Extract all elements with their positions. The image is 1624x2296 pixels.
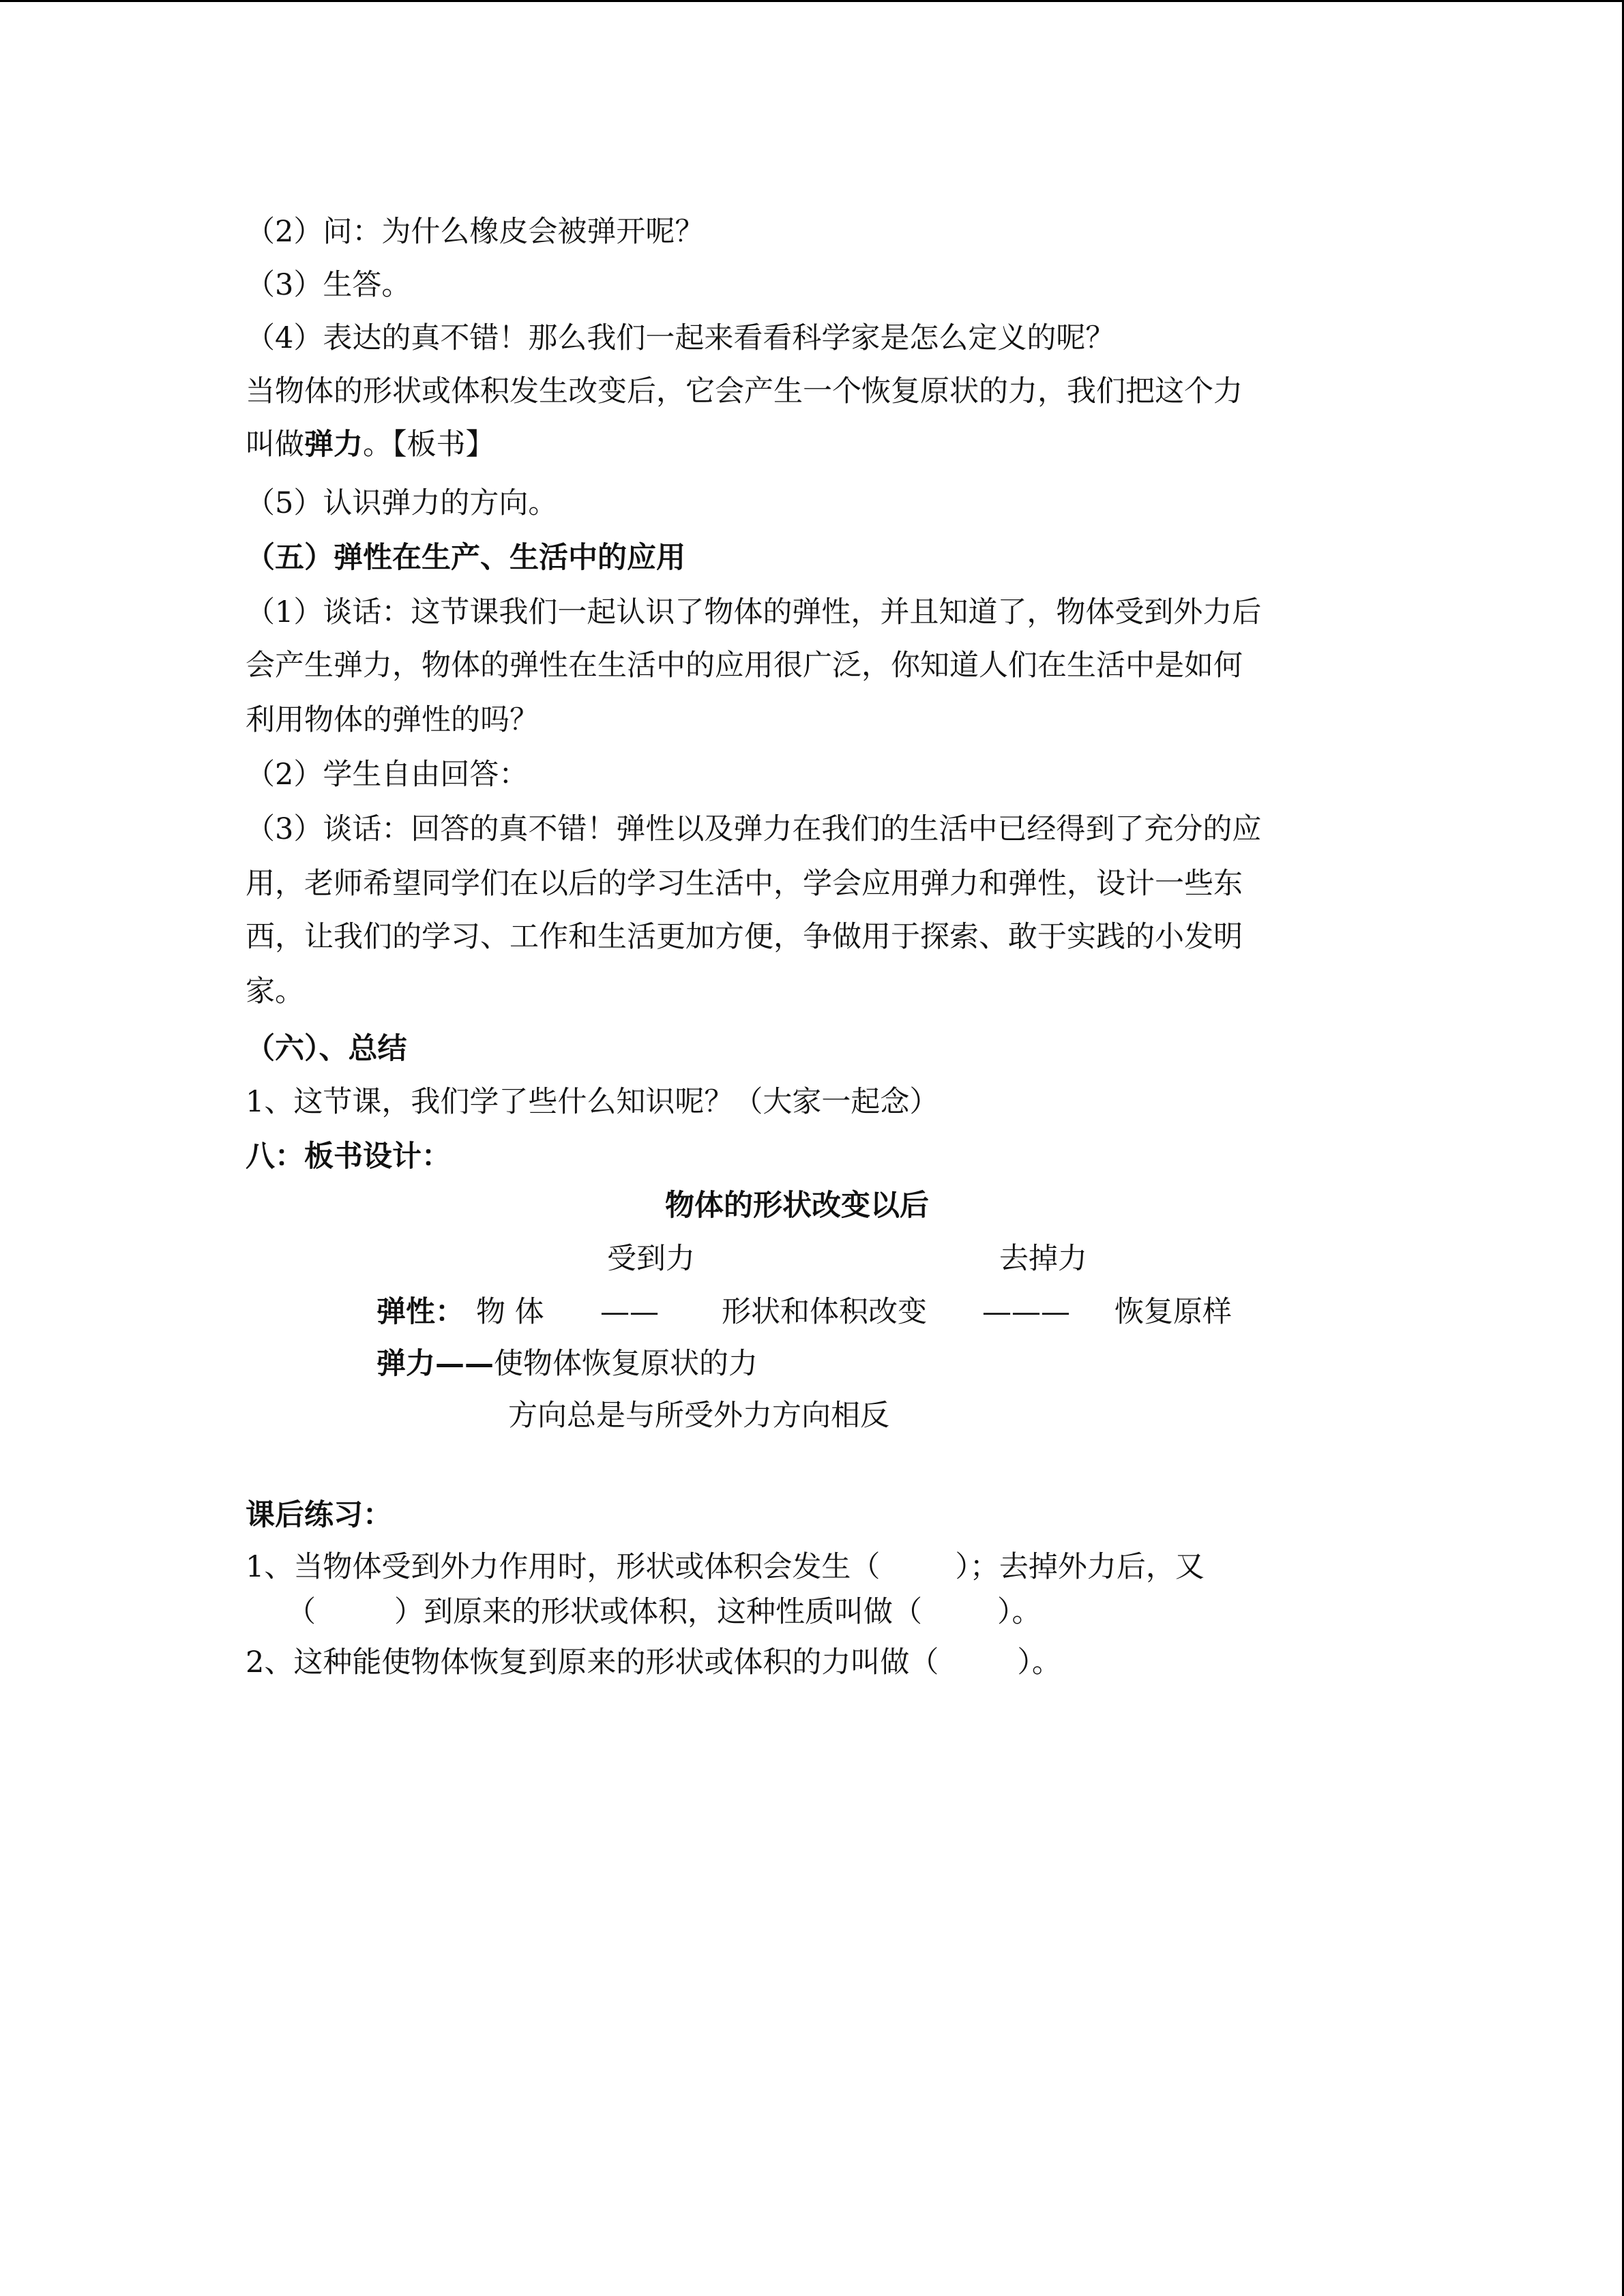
text-line: 西，让我们的学习、工作和生活更加方便，争做用于探索、敢于实践的小发明 <box>246 920 1243 954</box>
board-force-label: 弹力—— <box>377 1347 494 1381</box>
board-elastic-label: 弹性： <box>377 1295 464 1329</box>
section-heading: 八：板书设计： <box>246 1139 451 1174</box>
board-restore: 恢复原样 <box>1114 1295 1232 1329</box>
text-line: （2）学生自由回答： <box>246 758 529 792</box>
text-span: ）到原来的形状或体积，这种性质叫做（ <box>394 1595 922 1629</box>
board-object: 物 体 <box>476 1295 544 1329</box>
exercise-line <box>286 1592 1042 1632</box>
section-heading: （六）、总结 <box>246 1032 407 1066</box>
text-line: （3）生答。 <box>246 268 411 302</box>
exercise-line <box>246 1547 1205 1587</box>
board-force-off: 去掉力 <box>999 1242 1087 1276</box>
text-line: （4）表达的真不错！那么我们一起来看看科学家是怎么定义的呢？ <box>246 321 1115 355</box>
bold-term: 弹力 <box>304 428 363 462</box>
text-span: ）。 <box>997 1595 1042 1629</box>
text-span: 1、当物体受到外力作用时，形状或体积会发生（ <box>246 1550 881 1584</box>
text-line: 当物体的形状或体积发生改变后，它会产生一个恢复原状的力，我们把这个力 <box>246 374 1243 408</box>
text-span: 。【板书】 <box>363 428 495 462</box>
board-title: 物体的形状改变以后 <box>665 1189 929 1223</box>
text-line: 家。 <box>246 974 304 1009</box>
section-heading: （五）弹性在生产、生活中的应用 <box>246 541 685 575</box>
board-force-line <box>377 1343 758 1384</box>
board-direction: 方向总是与所受外力方向相反 <box>508 1399 889 1433</box>
text-line: （3）谈话：回答的真不错！弹性以及弹力在我们的生活中已经得到了充分的应 <box>246 812 1262 846</box>
text-line: （5）认识弹力的方向。 <box>246 486 558 520</box>
text-span: （ <box>286 1595 316 1629</box>
text-span: 叫做 <box>246 428 304 462</box>
text-line: 用，老师希望同学们在以后的学习生活中，学会应用弹力和弹性，设计一些东 <box>246 867 1243 901</box>
text-line: 1、这节课，我们学了些什么知识呢？（大家一起念） <box>246 1085 939 1119</box>
board-dash: ——— <box>982 1295 1070 1329</box>
text-line: （2）问：为什么橡皮会被弹开呢？ <box>246 215 705 249</box>
text-line: 利用物体的弹性的吗？ <box>246 703 539 737</box>
board-dash: —— <box>600 1295 659 1329</box>
exercise-heading: 课后练习： <box>246 1498 392 1532</box>
exercise-line <box>246 1642 1061 1683</box>
text-span: ）。 <box>1017 1645 1061 1680</box>
text-span: ）；去掉外力后，又 <box>955 1550 1205 1584</box>
text-line <box>246 424 495 465</box>
text-span: 2、这种能使物体恢复到原来的形状或体积的力叫做（ <box>246 1645 939 1680</box>
text-line: 会产生弹力，物体的弹性在生活中的应用很广泛，你知道人们在生活中是如何 <box>246 648 1243 683</box>
board-force-def: 使物体恢复原状的力 <box>494 1347 758 1381</box>
board-force-on: 受到力 <box>607 1242 695 1276</box>
board-change: 形状和体积改变 <box>722 1295 927 1329</box>
text-line: （1）谈话：这节课我们一起认识了物体的弹性，并且知道了，物体受到外力后 <box>246 595 1262 629</box>
